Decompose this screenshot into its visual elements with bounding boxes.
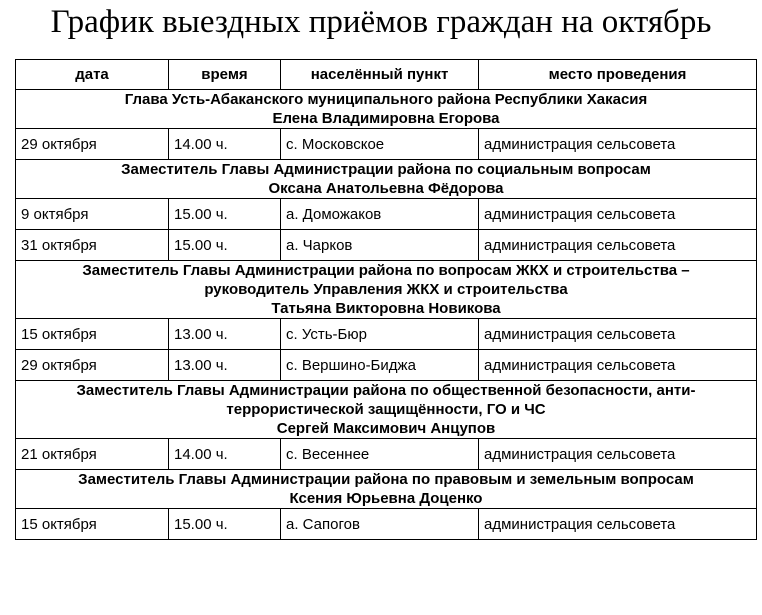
cell-date: 9 октября: [16, 199, 169, 230]
section-heading: [16, 381, 757, 439]
section-heading: [16, 90, 757, 129]
section-heading: [16, 261, 757, 319]
cell-place: с. Вершино-Биджа: [281, 350, 479, 381]
section-heading-line: террористической защищённости, ГО и ЧС: [226, 401, 546, 418]
cell-place: с. Московское: [281, 129, 479, 160]
section-row: [16, 470, 757, 509]
table-row: [16, 230, 757, 261]
section-heading: [16, 470, 757, 509]
cell-time: 15.00 ч.: [169, 230, 281, 261]
section-row: [16, 381, 757, 439]
section-heading-name: Елена Владимировна Егорова: [272, 110, 500, 127]
table-row: [16, 509, 757, 540]
section-row: [16, 90, 757, 129]
cell-time: 15.00 ч.: [169, 509, 281, 540]
section-heading-line: Заместитель Главы Администрации района по вопросам ЖКХ и строительства –: [82, 262, 690, 279]
cell-venue: администрация сельсовета: [479, 509, 757, 540]
cell-time: 14.00 ч.: [169, 129, 281, 160]
section-heading-line: Глава Усть-Абаканского муниципального района Республики Хакасия: [124, 91, 648, 108]
table-row: [16, 439, 757, 470]
cell-place: с. Весеннее: [281, 439, 479, 470]
cell-date: 21 октября: [16, 439, 169, 470]
section-heading-name: Сергей Максимович Анцупов: [276, 420, 496, 437]
header-date: дата: [16, 60, 169, 90]
section-heading-name: Оксана Анатольевна Фёдорова: [268, 180, 504, 197]
header-time: время: [169, 60, 281, 90]
cell-date: 29 октября: [16, 129, 169, 160]
cell-time: 13.00 ч.: [169, 350, 281, 381]
section-heading-line: руководитель Управления ЖКХ и строительства: [204, 281, 568, 298]
cell-venue: администрация сельсовета: [479, 439, 757, 470]
cell-venue: администрация сельсовета: [479, 350, 757, 381]
cell-venue: администрация сельсовета: [479, 129, 757, 160]
table-row: [16, 129, 757, 160]
cell-date: 29 октября: [16, 350, 169, 381]
cell-date: 15 октября: [16, 509, 169, 540]
cell-date: 31 октября: [16, 230, 169, 261]
header-place: населённый пункт: [281, 60, 479, 90]
schedule-table: [15, 59, 757, 540]
cell-time: 15.00 ч.: [169, 199, 281, 230]
cell-place: а. Доможаков: [281, 199, 479, 230]
section-heading-line: Заместитель Главы Администрации района по правовым и земельным вопросам: [78, 471, 694, 488]
page-title: График выездных приёмов граждан на октябрь: [50, 4, 712, 40]
header-venue: место проведения: [479, 60, 757, 90]
table-row: [16, 319, 757, 350]
cell-venue: администрация сельсовета: [479, 199, 757, 230]
cell-place: а. Чарков: [281, 230, 479, 261]
cell-date: 15 октября: [16, 319, 169, 350]
section-heading-line: Заместитель Главы Администрации района по социальным вопросам: [121, 161, 651, 178]
section-heading-line: Заместитель Главы Администрации района по общественной безопасности, анти-: [76, 382, 696, 399]
header-row: [16, 60, 757, 90]
cell-place: а. Сапогов: [281, 509, 479, 540]
cell-time: 14.00 ч.: [169, 439, 281, 470]
cell-venue: администрация сельсовета: [479, 319, 757, 350]
section-heading-name: Татьяна Викторовна Новикова: [271, 300, 501, 317]
section-row: [16, 160, 757, 199]
cell-place: с. Усть-Бюр: [281, 319, 479, 350]
section-heading-name: Ксения Юрьевна Доценко: [289, 490, 483, 507]
cell-venue: администрация сельсовета: [479, 230, 757, 261]
cell-time: 13.00 ч.: [169, 319, 281, 350]
table-row: [16, 350, 757, 381]
section-row: [16, 261, 757, 319]
table-row: [16, 199, 757, 230]
section-heading: [16, 160, 757, 199]
